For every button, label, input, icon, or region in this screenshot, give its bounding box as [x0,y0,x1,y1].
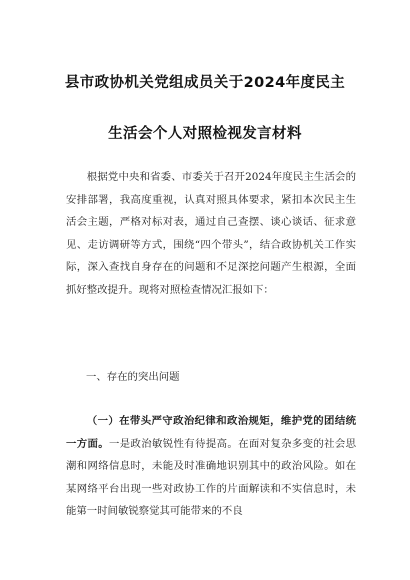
section-item-paragraph [66,410,356,523]
section-item-lead: （一）在带头严守政治纪律和政治规矩，维护党的团结统一方面。 [66,415,356,450]
section-heading: 一、存在的突出问题 [86,371,180,383]
section-item-text: 一是政治敏锐性有待提高。在面对复杂多变的社会思潮和网络信息时，未能及时准确地识别其中的政治风险。如在某网络平台出现一些对政协工作的片面解读和不实信息时，未能第一时间敏锐察觉其可能带来的不良 [66,437,357,517]
document-title-line-2: 生活会个人对照检视发言材料 [108,126,302,142]
document-title-line-1: 县市政协机关党组成员关于2024年度民主 [64,75,346,91]
intro-paragraph: 根据党中央和省委、市委关于召开2024年度民主生活会的安排部署，我高度重视，认真对照具体要求，紧扣本次民主生活会主题，严格对标对表，通过自己查摆、谈心谈话、征求意见、走访调研等方式，围绕“四个带头”，结合政协机关工作实际，深入查找自身存在的问题和不足深挖问题产生根源，全面抓好整改提升。现将对照检查情况汇报如下： [66,171,356,296]
